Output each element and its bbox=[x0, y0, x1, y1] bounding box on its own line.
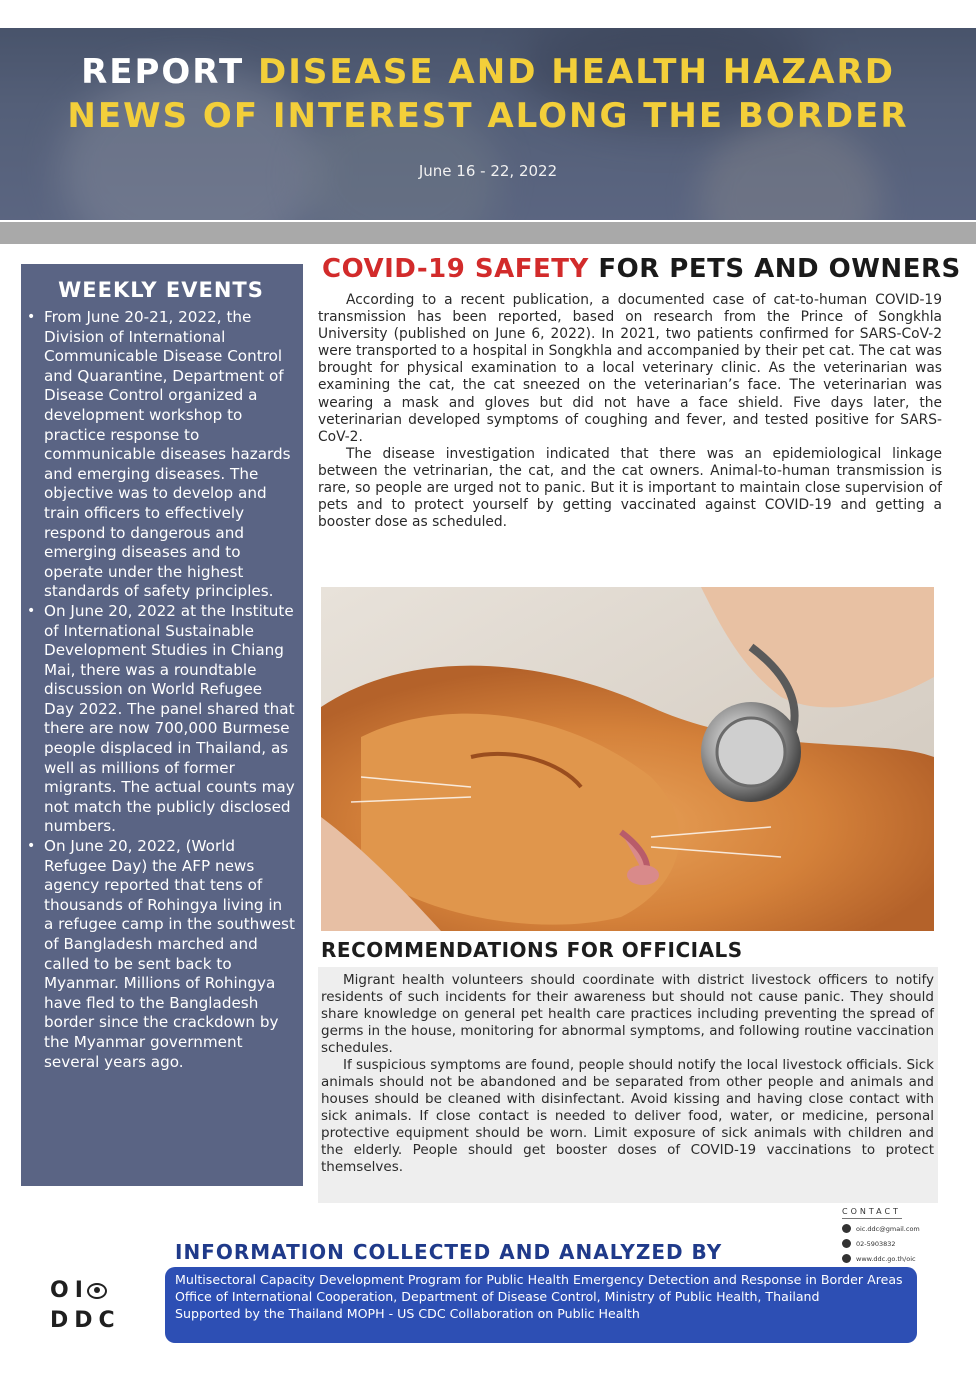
weekly-event-item: • On June 20, 2022 at the Institute of International Sustainable Development Studies in Chiang Mai, there was a roundtable discussion on World Refugee Day 2022. The panel shared that there are now 700,000 Burmese people displaced in Thailand, as well as millions of former migrants. The actual counts may not match the publicly disclosed numbers. bbox=[27, 602, 295, 837]
report-title-line-1 bbox=[0, 52, 976, 92]
weekly-events-heading: WEEKLY EVENTS bbox=[58, 278, 264, 302]
header-banner bbox=[0, 28, 976, 220]
contact-web[interactable]: www.ddc.go.th/oic bbox=[856, 1254, 916, 1263]
header-divider-bar bbox=[0, 222, 976, 244]
cat-photo-illustration bbox=[321, 587, 934, 931]
recommendations-title: RECOMMENDATIONS FOR OFFICIALS bbox=[321, 938, 743, 962]
email-icon bbox=[842, 1224, 851, 1233]
title-line-1-rest: DISEASE AND HEALTH HAZARD bbox=[257, 52, 895, 92]
article-title-highlight: COVID-19 SAFETY bbox=[322, 254, 589, 284]
contact-phone-row[interactable] bbox=[842, 1236, 942, 1251]
report-date-range: June 16 - 22, 2022 bbox=[418, 162, 558, 180]
contact-block bbox=[842, 1207, 942, 1266]
contact-email-row[interactable] bbox=[842, 1221, 942, 1236]
contact-phone[interactable]: 02-5903832 bbox=[856, 1239, 896, 1248]
article-paragraph: According to a recent publication, a documented case of cat-to-human COVID-19 transmission has been reported, based on research from the Prince of Songkhla University (published on June 6, 2022). In 2021, two patients confirmed for SARS-CoV-2 were transported to a hospital in Songkhla and accompanied by their pet cat. The cat was brought for physical examination to a local veterinary clinic. As the veterinarian was examining the cat, the cat sneezed on the veterinarian’s face. The veterinarian was wearing a mask and gloves but did not have a face shield. Five days later, the veterinarian developed symptoms of coughing and fever, and tested positive for SARS-CoV-2. bbox=[318, 292, 942, 445]
footer-info-line: Supported by the Thailand MOPH - US CDC Collaboration on Public Health bbox=[175, 1306, 640, 1321]
footer-info-line: Office of International Cooperation, Department of Disease Control, Ministry of Public Health, Thailand bbox=[175, 1289, 820, 1304]
footer-info-line: Multisectoral Capacity Development Program for Public Health Emergency Detection and Response in Border Areas bbox=[175, 1272, 903, 1287]
footer-title: INFORMATION COLLECTED AND ANALYZED BY bbox=[175, 1240, 723, 1264]
recommendations-box bbox=[318, 967, 938, 1203]
contact-divider bbox=[842, 1218, 902, 1219]
globe-icon bbox=[842, 1254, 851, 1263]
logo-top-row bbox=[50, 1276, 130, 1306]
phone-icon bbox=[842, 1239, 851, 1248]
eye-icon bbox=[87, 1283, 107, 1299]
article-paragraph: The disease investigation indicated that there was an epidemiological linkage between the vetrinarian, the cat, and the cat owners. Animal-to-human transmission is rare, so people are urged not to panic. But it is important to maintain close supervision of pets and to protect yourself by getting vaccinated against COVID-19 and getting a booster dose as scheduled. bbox=[318, 445, 942, 531]
recommendation-paragraph: If suspicious symptoms are found, people should notify the local livestock officials. Sick animals should not be abandoned and be separated from other people and animals and houses should be cleaned with disinfectant. Avoid kissing and having close contact with sick animals. If close contact is needed to deliver food, water, or medicine, personal protective equipment should be worn. Limit exposure of sick animals with children and the elderly. People should get booster doses of COVID-19 vaccinations to protect themselves. bbox=[321, 1057, 934, 1175]
contact-label: CONTACT bbox=[842, 1207, 901, 1216]
cat-stethoscope-photo bbox=[321, 587, 934, 931]
weekly-event-item: • On June 20, 2022, (World Refugee Day) the AFP news agency reported that tens of thousands of Rohingya living in a refugee camp in the southwest of Bangladesh marched and called to be sent back to Myanmar. Millions of Rohingya have fled to the Bangladesh border since the crackdown by the Myanmar government several years ago. bbox=[27, 837, 295, 1072]
weekly-events-list bbox=[27, 308, 295, 1072]
title-word-report: REPORT bbox=[81, 52, 245, 92]
contact-web-row[interactable] bbox=[842, 1251, 942, 1266]
article-body bbox=[318, 292, 942, 531]
logo-bottom-text: DDC bbox=[50, 1308, 121, 1333]
recommendation-paragraph: Migrant health volunteers should coordinate with district livestock officers to notify residents of such incidents for their awareness but should not cause panic. They should share knowledge on general pet health care practices including preventing the spread of germs in the house, monitoring for abnormal symptoms, and following routine vaccination schedules. bbox=[321, 972, 934, 1056]
article-title-rest: FOR PETS AND OWNERS bbox=[598, 254, 961, 284]
contact-email[interactable]: oic.ddc@gmail.com bbox=[856, 1224, 920, 1233]
weekly-event-item: • From June 20-21, 2022, the Division of International Communicable Disease Control and Quarantine, Department of Disease Control organized a development workshop to practice response to communicable diseases hazards and emerging diseases. The objective was to develop and train officers to effectively respond to dangerous and emerging diseases and to operate under the highest standards of safety principles. bbox=[27, 308, 295, 602]
footer-info-box bbox=[165, 1267, 917, 1343]
logo-top-text: OI bbox=[50, 1278, 89, 1303]
oi-ddc-logo bbox=[50, 1276, 130, 1336]
report-title-line-2: NEWS OF INTEREST ALONG THE BORDER bbox=[67, 96, 909, 136]
article-title bbox=[322, 254, 961, 284]
weekly-events-panel bbox=[21, 264, 303, 1186]
